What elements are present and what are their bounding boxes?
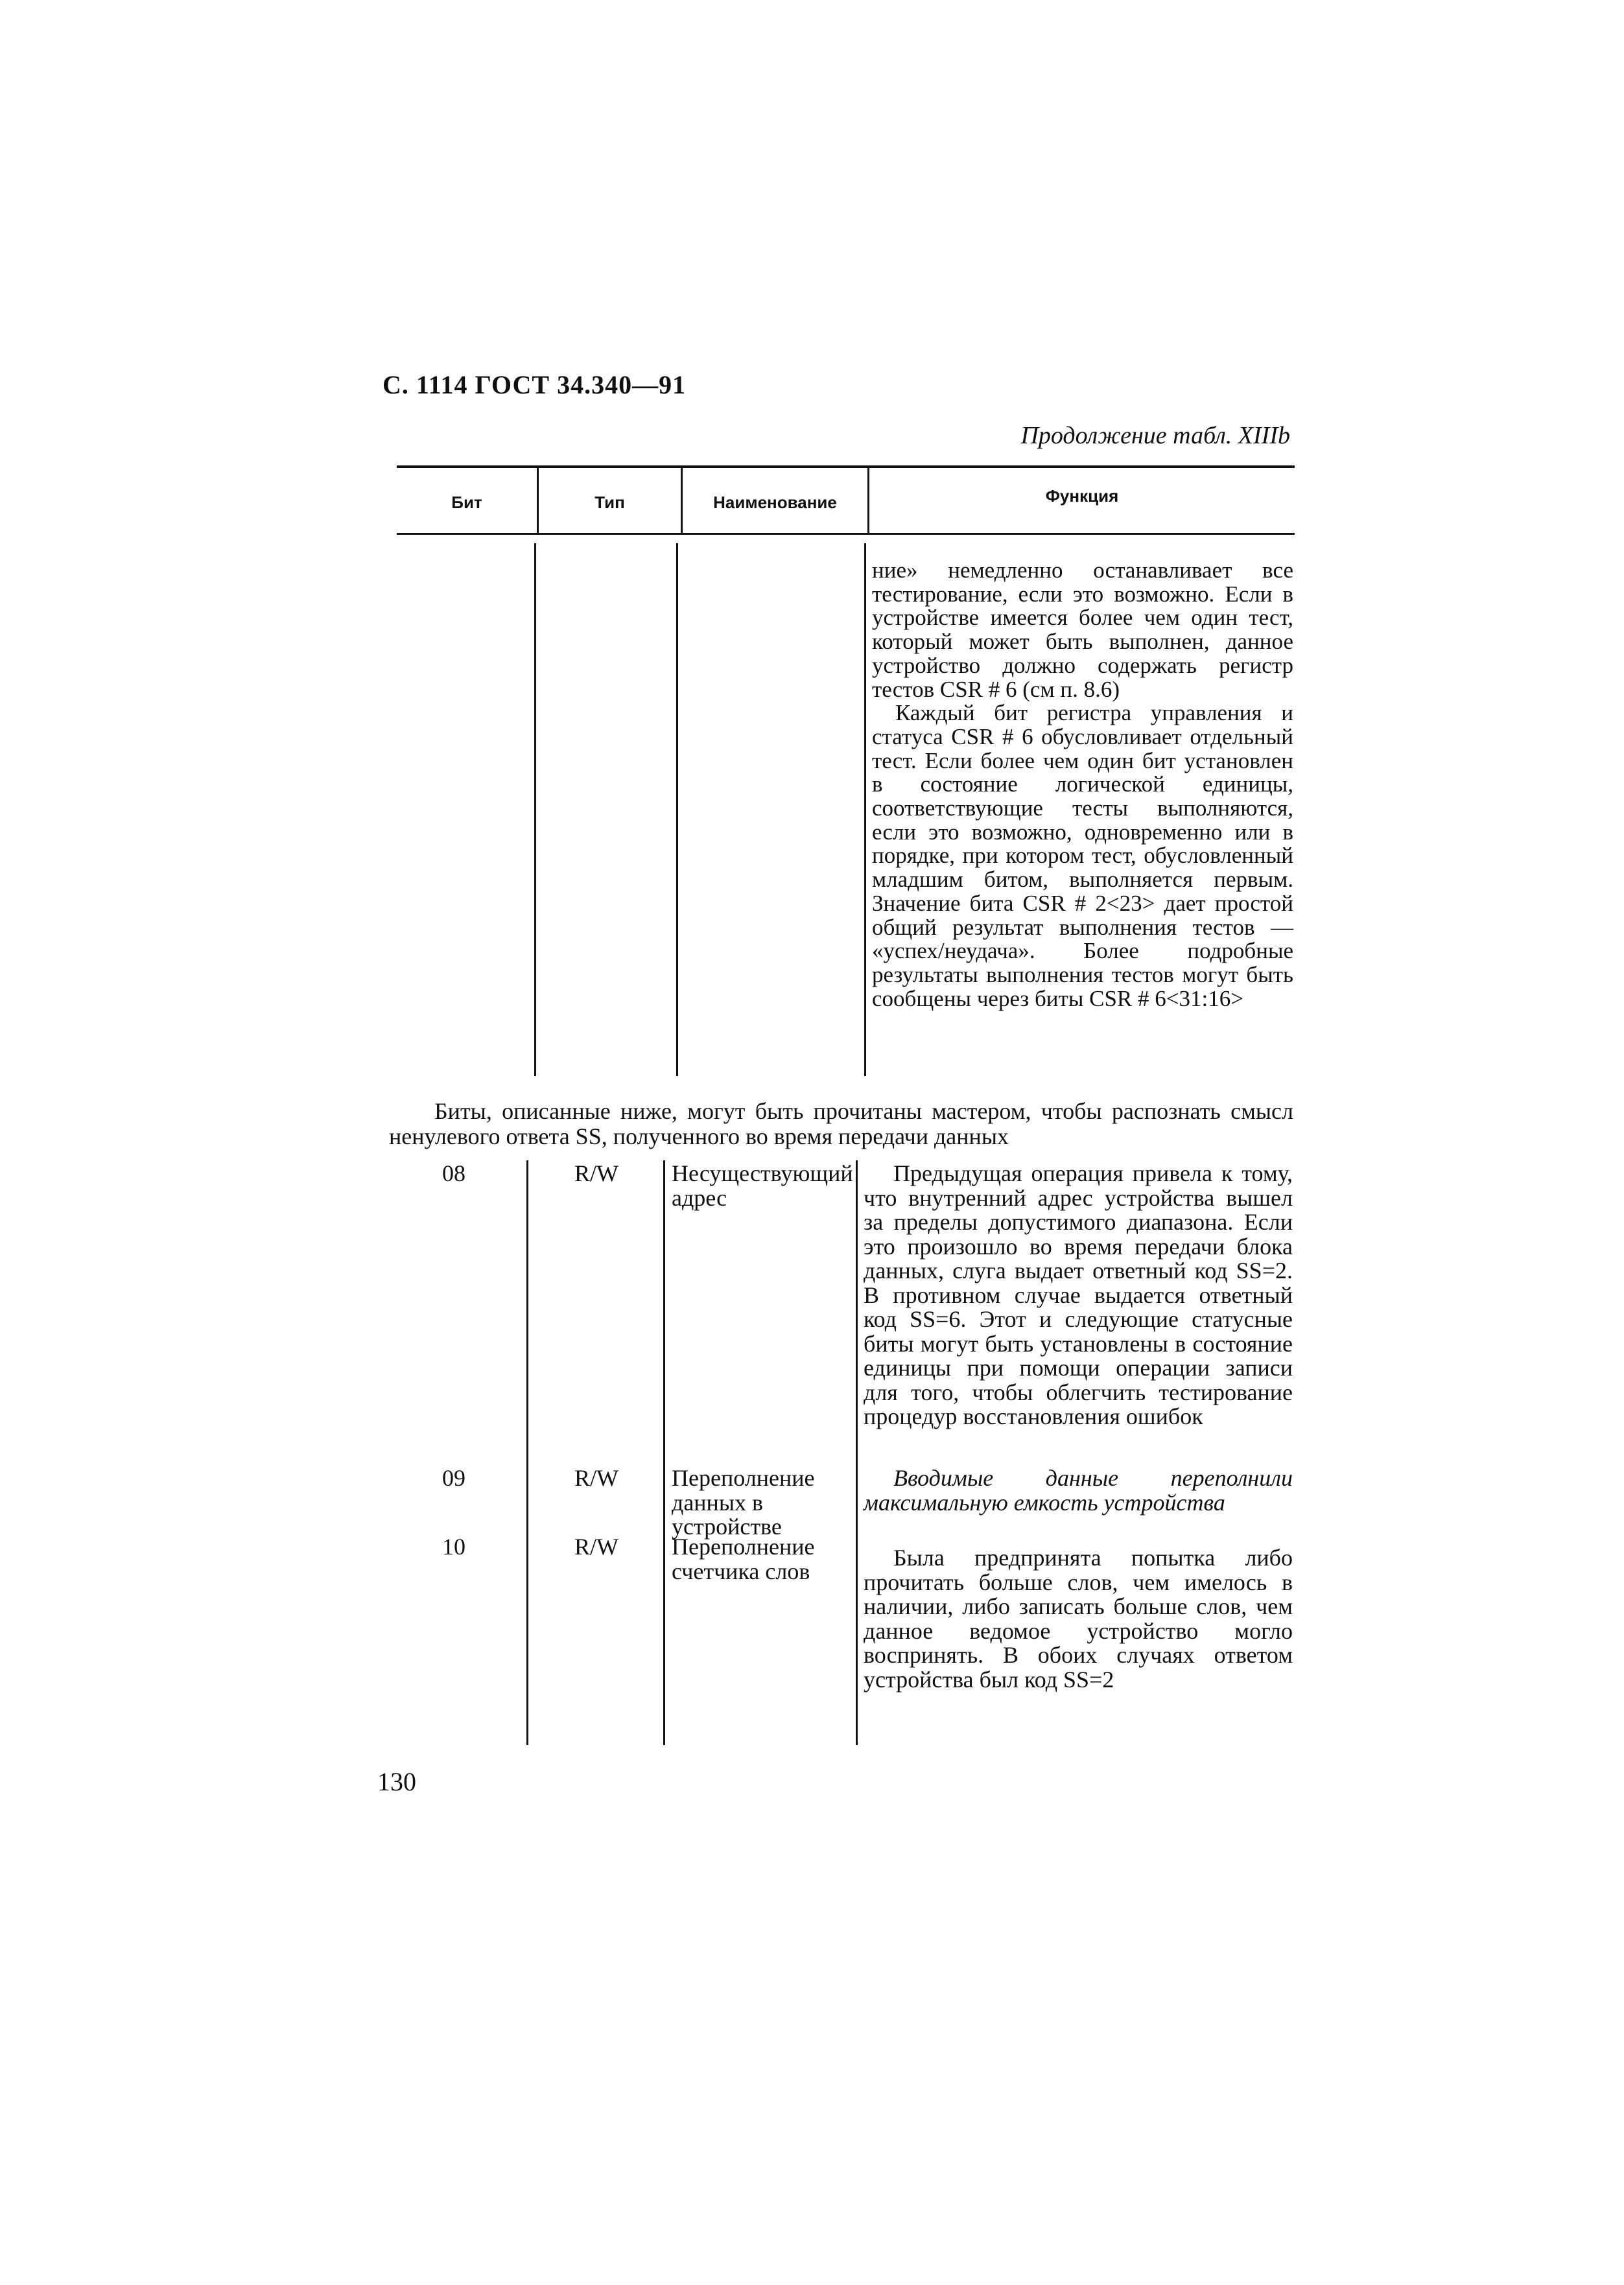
page-header: С. 1114 ГОСТ 34.340—91 bbox=[382, 370, 687, 399]
row-08-bit: 08 bbox=[442, 1160, 465, 1186]
column-header-type: Тип bbox=[594, 493, 625, 512]
function-continuation bbox=[872, 559, 1293, 1011]
row-10-function: Была предпринята попытка либо прочитать больше слов, чем имелось в наличии, либо записать больше слов, чем данное ведомое устройство могло воспринять. В обоих случаях ответом устройства был код SS=2 bbox=[864, 1545, 1293, 1693]
table-interlude-text: Биты, описанные ниже, могут быть прочитаны мастером, чтобы распознать смысл ненулевого ответа SS, полученного во время передачи данных bbox=[389, 1098, 1293, 1149]
column-header-name: Наименование bbox=[713, 493, 837, 512]
body-divider-2-lower bbox=[663, 1160, 665, 1745]
row-09-function: Вводимые данные переполнили максимальную емкость устройства bbox=[864, 1465, 1293, 1516]
column-header-function: Функция bbox=[1045, 486, 1119, 506]
row-09-bit: 09 bbox=[442, 1465, 465, 1491]
table-top-rule bbox=[397, 465, 1295, 468]
row-10-bit: 10 bbox=[442, 1534, 465, 1560]
row-08-function: Предыдущая операция привела к тому, что внутренний адрес устройства вышел за пределы допустимого диапазона. Если это произошло во время передачи блока данных, слуга выдает ответный код SS=2. В противном случае выдается ответный код SS=6. Этот и следующие статусные биты могут быть установлены в состояние единицы при помощи операции записи для того, чтобы облегчить тестирование процедур восстановления ошибок bbox=[864, 1160, 1293, 1429]
row-08-type: R/W bbox=[574, 1160, 618, 1186]
row-10-name: Переполнение счетчика слов bbox=[672, 1534, 815, 1584]
body-divider-2-upper bbox=[676, 543, 678, 1076]
column-header-bit: Бит bbox=[451, 493, 482, 512]
body-divider-1-upper bbox=[534, 543, 536, 1076]
table-interlude bbox=[389, 1099, 1293, 1149]
table-continued-caption: Продолжение табл. XIIIb bbox=[1020, 422, 1290, 449]
row-08-name: Несуществующий адрес bbox=[672, 1160, 853, 1211]
row-10-type: R/W bbox=[574, 1534, 618, 1560]
page-number: 130 bbox=[377, 1767, 416, 1796]
function-continuation-para-2: Каждый бит регистра управления и статуса CSR # 6 обусловливает отдельный тест. Если более чем один бит установлен в состояние логической единицы, соответствующие тесты выполняются, если это возможно, одновременно или в порядке, при котором тест, обусловленный младшим битом, выполняется первым. Значение бита CSR # 2<23> дает простой общий результат выполнения тестов — «успех/неудача». Более подробные результаты выполнения тестов могут быть сообщены через биты CSR # 6<31:16> bbox=[872, 700, 1293, 1011]
function-continuation-para-1: ние» немедленно останавливает все тестирование, если это возможно. Если в устройстве имеется более чем один тест, который может быть выполнен, данное устройство должно содержать регистр тестов CSR # 6 (см п. 8.6) bbox=[872, 557, 1293, 702]
row-09-name: Переполнение данных в устройстве bbox=[672, 1465, 815, 1540]
body-divider-3-upper bbox=[864, 543, 866, 1076]
table-header-bottom-rule bbox=[397, 533, 1295, 535]
body-divider-3-lower bbox=[856, 1160, 858, 1745]
row-09-type: R/W bbox=[574, 1465, 618, 1491]
body-divider-1-lower bbox=[526, 1160, 528, 1745]
